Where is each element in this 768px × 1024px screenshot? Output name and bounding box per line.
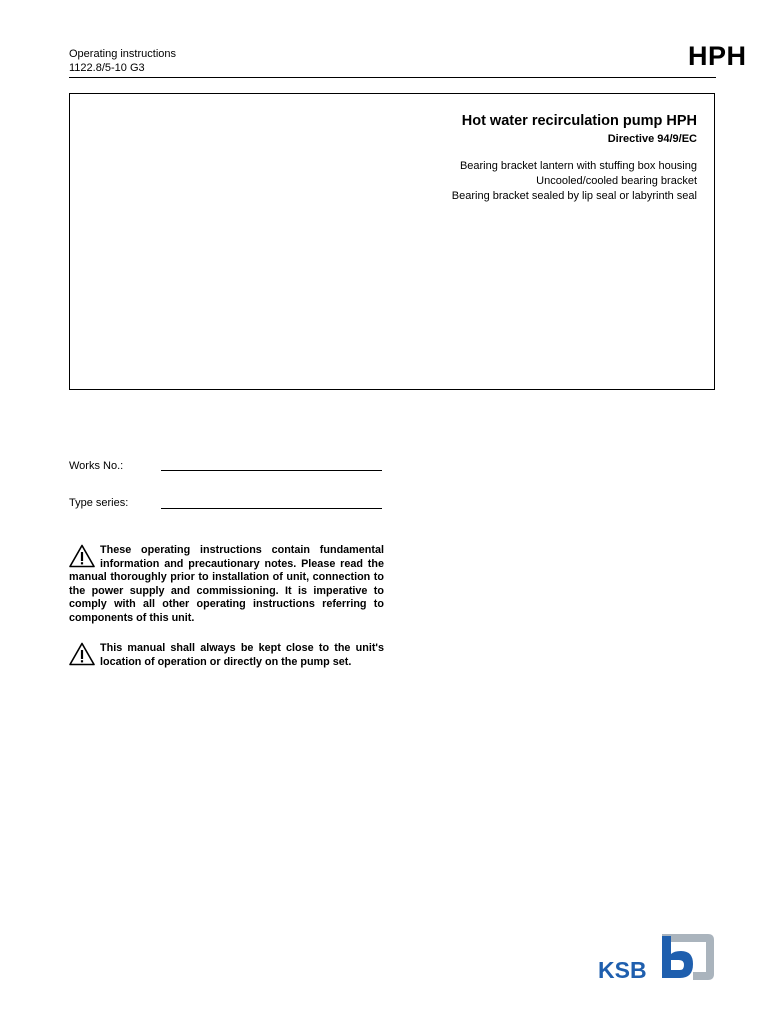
product-code	[688, 41, 747, 72]
title-block	[452, 112, 697, 204]
storage-notice-text: This manual shall always be kept close to the unit's location of operation or directly on the pump set.	[100, 642, 384, 668]
title-box	[69, 93, 715, 390]
document-header-info	[69, 47, 176, 75]
header-divider	[69, 77, 716, 78]
works-no-label: Works No.:	[69, 460, 124, 472]
variant-item: Uncooled/cooled bearing bracket	[536, 175, 697, 187]
logo-text: KSB	[598, 957, 647, 983]
type-series-line	[161, 508, 382, 509]
safety-notice-text: These operating instructions contain fundamental information and precautionary notes. Please read the manual thoroughly prior to installation of unit, connection to the power supply and commissioning. It is imperative to comply with all other operating instructions referring to components of this unit.	[69, 544, 384, 624]
warning-triangle-icon	[69, 544, 95, 568]
safety-notice	[69, 544, 384, 626]
directive-label: Directive 94/9/EC	[607, 133, 697, 145]
document-title: Hot water recirculation pump HPH	[461, 113, 697, 129]
variant-item: Bearing bracket sealed by lip seal or labyrinth seal	[451, 190, 697, 202]
document-type: Operating instructions	[69, 48, 176, 60]
document-number: 1122.8/5-10 G3	[69, 62, 145, 74]
variant-item: Bearing bracket lantern with stuffing box housing	[459, 160, 697, 172]
product-code-text: HPH	[688, 41, 747, 71]
variant-list	[452, 159, 697, 204]
ksb-logo	[596, 930, 718, 984]
works-no-line	[161, 470, 382, 471]
storage-notice	[69, 642, 384, 669]
warning-triangle-icon	[69, 642, 95, 666]
type-series-label: Type series:	[69, 497, 129, 509]
